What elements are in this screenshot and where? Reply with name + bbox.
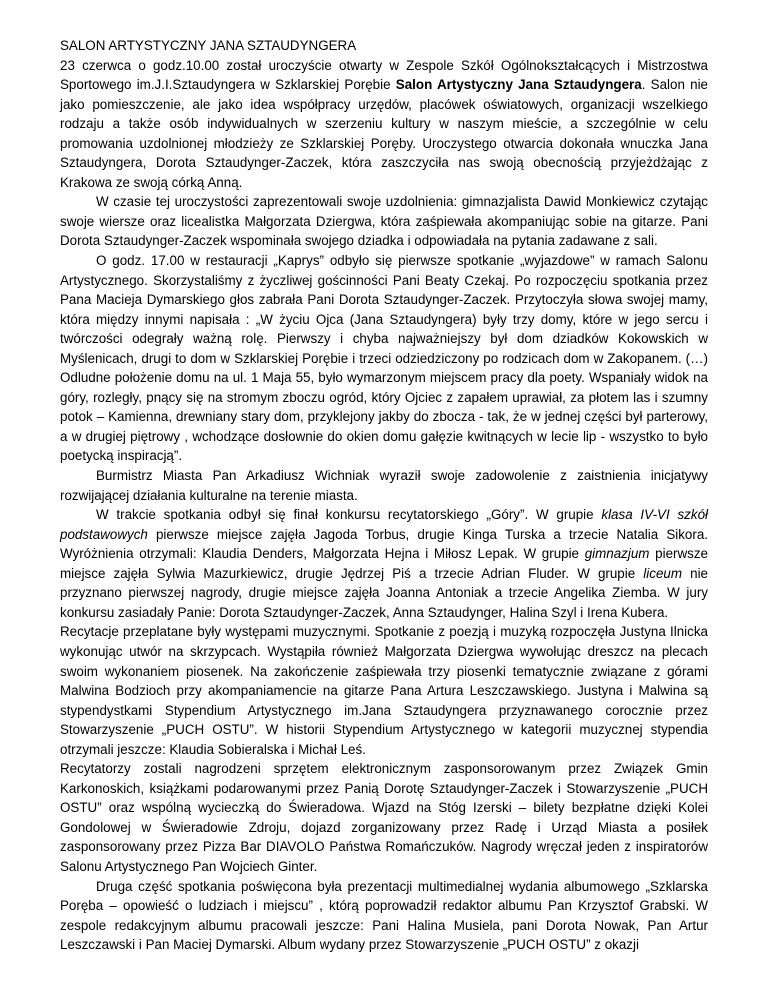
paragraph (60, 251, 708, 466)
text-run: W czasie tej uroczystości zaprezentowali swoje uzdolnienia: gimnazjalista Dawid Monkiewicz czytając swoje wiersze oraz licealistka Małgorzata Dziergwa, która zaśpiewała akompaniując sobie na gitarze. Pani Dorota Sztaudynger-Zaczek wspominała swojego dziadka i odpowiadała na pytania zadawane z sali. (60, 194, 708, 249)
text-run: pierwsze miejsce zajęła Jagoda Torbus, drugie Kinga Turska a trzecie Natalia Sikora. Wyróżnienia otrzymali: Klaudia Denders, Małgorzata Hejna i Miłosz Lepak. W grupie (60, 526, 708, 562)
bold-text-run: Salon Artystyczny Jana Sztaudyngera (395, 77, 642, 93)
text-run: W trakcie spotkania odbył się finał konkursu recytatorskiego „Góry”. W grupie (96, 507, 602, 523)
document-title: SALON ARTYSTYCZNY JANA SZTAUDYNGERA (60, 38, 357, 53)
text-run: Druga część spotkania poświęcona była prezentacji multimedialnej wydania albumowego „Szklarska Poręba – opowieść o ludziach i miejscu” , którą poprowadził redaktor albumu Pan Krzysztof Grabski. W zespole redakcyjnym albumu pracowali jeszcze: Pani Halina Musiela, pani Dorota Nowak, Pan Artur Leszczawski i Pan Maciej Dymarski. Album wydany przez Stowarzyszenie „PUCH OSTU” z okazji (60, 878, 708, 953)
paragraph (60, 877, 708, 955)
paragraph (60, 759, 708, 876)
paragraph (60, 622, 708, 759)
italic-text-run: liceum (643, 565, 682, 581)
text-run: . Salon nie jako pomieszczenie, ale jako idea współpracy urzędów, placówek oświatowych, organizacji wszelkiego rodzaju a także osób indywidualnych w szerzeniu kultury w naszym mieście, a szczególnie w celu promowania uzdolnionej młodzieży ze Szklarskiej Poręby. Uroczystego otwarcia dokonała wnuczka Jana Sztaudyngera, Dorota Sztaudynger-Zaczek, która zaszczyciła nas swoją obecnością przyjeżdżając z Krakowa ze swoją córką Anną. (60, 77, 709, 190)
paragraph (60, 192, 708, 251)
italic-text-run: klasa IV-VI szkół podstawowych (60, 507, 708, 542)
text-run: Recytacje przeplatane były występami muzycznymi. Spotkanie z poezją i muzyką rozpoczęła Justyna Ilnicka wykonując utwór na skrzypcach. Wystąpiła również Małgorzata Dziergwa wywołując dreszcz na plecach swoim wykonaniem piosenek. Na zakończenie zaśpiewała trzy piosenki tematycznie związane z górami Malwina Bodzioch przy akompaniamencie na gitarze Pana Artura Leszczawskiego. Justyna i Malwina są stypendystkami Stypendium Artystycznego im.Jana Sztaudyngera przyznawanego corocznie przez Stowarzyszenie „PUCH OSTU”. W historii Stypendium Artystycznego w kategorii muzycznej stypendia otrzymali jeszcze: Klaudia Sobieralska i Michał Leś. (60, 624, 708, 757)
paragraph (60, 466, 708, 505)
text-run: O godz. 17.00 w restauracji „Kaprys” odbyło się pierwsze spotkanie „wyjazdowe” w ramach Salonu Artystycznego. Skorzystaliśmy z życzliwej gościnności Pani Beaty Czekaj. Po rozpoczęciu spotkania przez Pana Macieja Dymarskiego głos zabrała Pani Dorota Sztaudynger-Zaczek. Przytoczyła słowa swojej mamy, która między innymi napisała : „W życiu Ojca (Jana Sztaudyngera) były trzy domy, które w jego sercu i twórczości odegrały ważną rolę. Pierwszy i chyba najważniejszy był dom dziadków Kokowskich w Myślenicach, drugi to dom w Szklarskiej Porębie i trzeci odziedziczony po rodzicach dom w Zakopanem. (…) Odludne położenie domu na ul. 1 Maja 55, było wymarzonym miejscem pracy dla poety. Wspaniały widok na góry, rozległy, pnący się na stromym zboczu ogród, który Ojciec z zapałem uprawiał, za płotem las i szumny potok – Kamienna, drewniany stary dom, przyklejony jakby do zbocza - tak, że w jednej części był parterowy, a w drugiej piętrowy , wchodzące dosłownie do okien domu gałęzie kwitnących w lecie lip - wszystko to było poetycką inspiracją”. (60, 253, 708, 464)
italic-text-run: gimnazjum (584, 546, 650, 562)
text-run: Burmistrz Miasta Pan Arkadiusz Wichniak wyraził swoje zadowolenie z zaistnienia inicjatywy rozwijającej działania kulturalne na terenie miasta. (60, 468, 708, 503)
text-run: Recytatorzy zostali nagrodzeni sprzętem elektronicznym zasponsorowanym przez Związek Gmin Karkonoskich, książkami podarowanymi przez Panią Dorotę Sztaudynger-Zaczek i Stowarzyszenie „PUCH OSTU” oraz wspólną wycieczką do Świeradowa. Wjazd na Stóg Izerski – bilety bezpłatne dzięki Kolei Gondolowej w Świeradowie Zdroju, dojazd zorganizowany przez Radę i Urząd Miasta a posiłek zasponsorowany przez Pizza Bar DIAVOLO Państwa Romańczuków. Nagrody wręczał jeden z inspiratorów Salonu Artystycznego Pan Wojciech Ginter. (60, 761, 708, 874)
text-run: 23 czerwca o godz.10.00 został uroczyście otwarty w Zespole Szkół Ogólnokształcących i Mistrzostwa Sportowego im.J.I.Sztaudyngera w Szklarskiej Porębie (60, 57, 708, 93)
paragraph (60, 505, 708, 622)
text-run: pierwsze miejsce zajęła Sylwia Mazurkiewicz, drugie Jędrzej Piś a trzecie Adrian Fluder. W grupie (60, 546, 708, 581)
paragraph (60, 56, 708, 193)
text-run: nie przyznano pierwszej nagrody, drugie miejsce zajęła Joanna Antoniak a trzecie Angelika Ziemba. W jury konkursu zasiadały Panie: Dorota Sztaudynger-Zaczek, Anna Sztaudynger, Halina Szyl i Irena Kubera. (60, 565, 708, 620)
document-body (60, 56, 708, 955)
